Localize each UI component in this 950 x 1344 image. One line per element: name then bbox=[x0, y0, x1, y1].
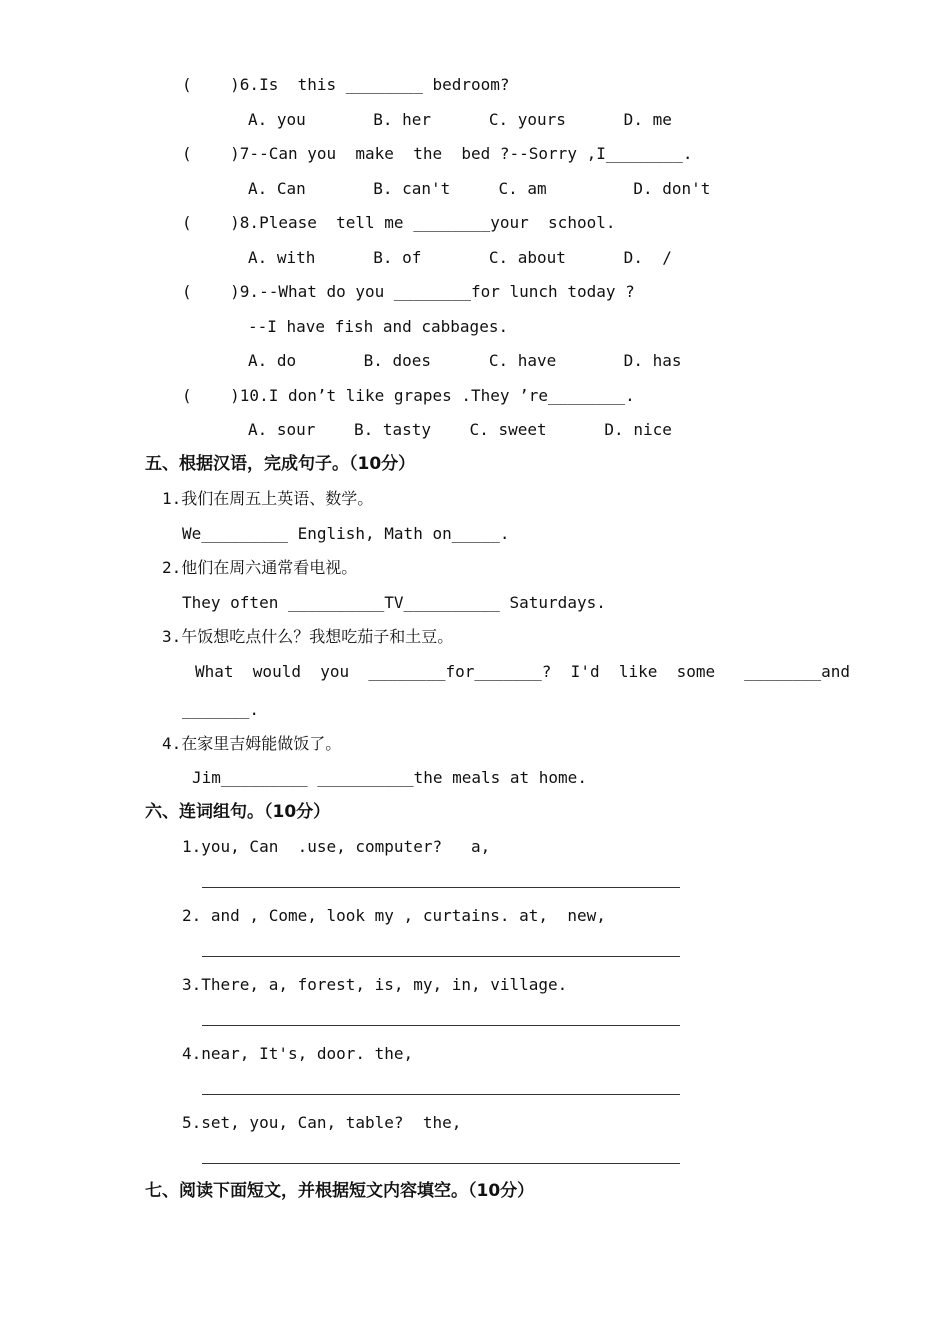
p5-item1-english: We_________ English, Math on_____. bbox=[182, 524, 510, 543]
p6-item3: 3.There, a, forest, is, my, in, village. bbox=[182, 975, 568, 994]
section-7-heading: 七、阅读下面短文，并根据短文内容填空。（10分） bbox=[145, 1181, 535, 1201]
p5-item3-chinese: 3.午饭想吃点什么？我想吃茄子和土豆。 bbox=[162, 627, 454, 646]
p5-item4-chinese: 4.在家里吉姆能做饭了。 bbox=[162, 734, 342, 753]
p5-item4-english: Jim_________ __________the meals at home. bbox=[192, 768, 587, 787]
q6-stem: ( )6.Is this ________ bedroom? bbox=[182, 75, 510, 94]
q8-options: A. with B. of C. about D. / bbox=[248, 248, 672, 267]
q9-options: A. do B. does C. have D. has bbox=[248, 351, 682, 370]
p6-answer-line-2 bbox=[202, 956, 680, 957]
p6-item5: 5.set, you, Can, table? the, bbox=[182, 1113, 462, 1132]
p6-item1: 1.you, Can .use, computer? a, bbox=[182, 837, 491, 856]
section-6-heading: 六、连词组句。（10分） bbox=[145, 802, 331, 822]
p6-answer-line-3 bbox=[202, 1025, 680, 1026]
p5-item2-english: They often __________TV__________ Saturdays. bbox=[182, 593, 606, 612]
p6-item4: 4.near, It's, door. the, bbox=[182, 1044, 414, 1063]
q8-stem: ( )8.Please tell me ________your school. bbox=[182, 213, 616, 232]
p5-item3-english-cont: _______. bbox=[182, 700, 260, 719]
p5-item2-chinese: 2.他们在周六通常看电视。 bbox=[162, 558, 358, 577]
p6-answer-line-4 bbox=[202, 1094, 680, 1095]
p6-item2: 2. and , Come, look my , curtains. at, new, bbox=[182, 906, 606, 925]
p5-item1-chinese: 1.我们在周五上英语、数学。 bbox=[162, 489, 374, 508]
p5-item3-english: What would you ________for_______? I'd like some ________and bbox=[195, 662, 851, 681]
section-5-heading: 五、根据汉语，完成句子。（10分） bbox=[145, 454, 416, 474]
q9-answer-line: --I have fish and cabbages. bbox=[248, 317, 509, 336]
q10-options: A. sour B. tasty C. sweet D. nice bbox=[248, 420, 672, 439]
p6-answer-line-5 bbox=[202, 1163, 680, 1164]
q9-stem: ( )9.--What do you ________for lunch today ? bbox=[182, 282, 635, 301]
q7-stem: ( )7--Can you make the bed ?--Sorry ,I________. bbox=[182, 144, 693, 163]
q7-options: A. Can B. can't C. am D. don't bbox=[248, 179, 711, 198]
p6-answer-line-1 bbox=[202, 887, 680, 888]
q6-options: A. you B. her C. yours D. me bbox=[248, 110, 672, 129]
q10-stem: ( )10.I don’t like grapes .They ’re________. bbox=[182, 386, 635, 405]
